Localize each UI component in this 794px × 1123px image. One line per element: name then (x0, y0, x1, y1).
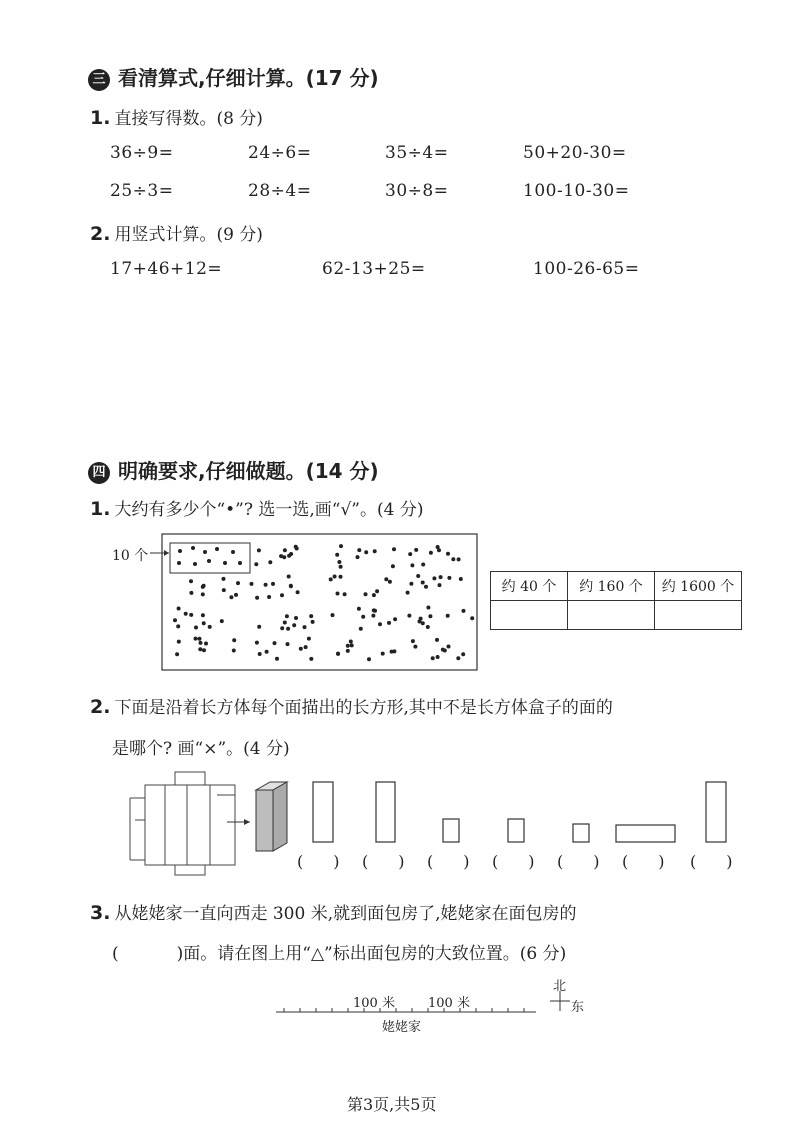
dot (289, 584, 293, 588)
dot (378, 622, 382, 626)
rect-option-1 (313, 782, 333, 842)
ten-dots-label: 10 个 (112, 548, 149, 564)
rect-option-5 (573, 824, 589, 842)
q3-1-eq-b1: 25÷3= (110, 181, 174, 201)
dot (336, 652, 340, 656)
dot (381, 652, 385, 656)
dot (435, 638, 439, 642)
dot (411, 639, 415, 643)
dot (198, 647, 202, 651)
dot (280, 593, 284, 597)
dot (271, 582, 275, 586)
box-net-figure (130, 772, 235, 875)
rect-option-2 (376, 782, 395, 842)
dot (292, 623, 296, 627)
dot (393, 617, 397, 621)
dot (283, 621, 287, 625)
q4-3-line2 (112, 939, 566, 964)
dot (202, 621, 206, 625)
section-3-title: 看清算式,仔细计算。(17 分) (118, 66, 379, 90)
q4-1-prompt (90, 495, 423, 520)
dot (372, 593, 376, 597)
dot (202, 584, 206, 588)
dot (177, 561, 181, 565)
dot (307, 637, 311, 641)
dot (250, 582, 254, 586)
dot (373, 549, 377, 553)
dot (198, 637, 202, 641)
q3-1-text: 直接写得数。(8 分) (114, 109, 263, 129)
dot (176, 624, 180, 628)
paren-open-2: ( (362, 852, 369, 871)
dot (267, 595, 271, 599)
dot (406, 591, 410, 595)
dot (201, 592, 205, 596)
answer-parens-1[interactable] (297, 852, 340, 871)
paren-close-3: ) (463, 852, 470, 871)
dot (309, 657, 313, 661)
paren-close-6: ) (658, 852, 665, 871)
dot (177, 640, 181, 644)
dot (432, 576, 436, 580)
q4-1-answer-table-wrap (490, 571, 742, 630)
dot (264, 583, 268, 587)
dot (229, 595, 233, 599)
dot (409, 582, 413, 586)
q4-1-number: 1. (90, 498, 111, 520)
dot (173, 618, 177, 622)
dot (286, 642, 290, 646)
dot (280, 626, 284, 630)
rect-option-6 (616, 825, 675, 842)
paren-open-3: ( (427, 852, 434, 871)
dot (339, 565, 343, 569)
answer-parens-7[interactable] (690, 852, 733, 871)
section-4-title: 明确要求,仔细做题。(14 分) (118, 459, 379, 483)
dot (304, 645, 308, 649)
dot (309, 614, 313, 618)
dot (257, 625, 261, 629)
dot (350, 643, 354, 647)
dot (201, 613, 205, 617)
dot (359, 627, 363, 631)
section-4-badge: 四 (88, 462, 110, 484)
dot (204, 642, 208, 646)
grandma-home-label: 姥姥家 (382, 1020, 422, 1035)
dot (296, 590, 300, 594)
dot (335, 553, 339, 557)
dot (287, 554, 291, 558)
dot (392, 547, 396, 551)
q3-1-number: 1. (90, 107, 111, 129)
dot (446, 552, 450, 556)
answer-parens-4[interactable] (492, 852, 535, 871)
east-label: 东 (571, 1000, 585, 1015)
dot (459, 577, 463, 581)
dot (189, 613, 193, 617)
q3-2-number: 2. (90, 223, 111, 245)
answer-parens-5[interactable] (557, 852, 600, 871)
dot (232, 638, 236, 642)
dot (234, 593, 238, 597)
q3-1-eq-a2: 24÷6= (248, 143, 312, 163)
answer-parens-3[interactable] (427, 852, 470, 871)
net-body (145, 785, 235, 865)
map-ticks (284, 1008, 524, 1012)
dot (364, 550, 368, 554)
dot (343, 592, 347, 596)
section-4-heading (88, 455, 379, 484)
dot (175, 652, 179, 656)
dot (178, 549, 182, 553)
dot (375, 589, 379, 593)
q3-2-eq-2: 62-13+25= (322, 259, 426, 279)
dot (447, 645, 451, 649)
dot (295, 547, 299, 551)
segment-label-2: 100 米 (428, 996, 470, 1011)
dot-field-frame (162, 534, 477, 670)
q4-3-line2-text: )面。请在图上用“△”标出面包房的大致位置。(6 分) (176, 944, 567, 964)
paren-close-2: ) (398, 852, 405, 871)
dot (255, 641, 259, 645)
q4-2-line2: 是哪个? 画“×”。(4 分) (112, 739, 290, 759)
dot (337, 560, 341, 564)
q3-1-eq-a3: 35÷4= (385, 143, 449, 163)
dot (446, 614, 450, 618)
dot (462, 609, 466, 613)
option-160: 约 160 个 (568, 572, 655, 601)
dot (421, 581, 425, 585)
dot (283, 548, 287, 552)
dot (207, 559, 211, 563)
dot (421, 563, 425, 567)
paren-open-1: ( (297, 852, 304, 871)
q3-2-prompt (90, 220, 263, 245)
dot (329, 577, 333, 581)
ten-dots-box (170, 543, 250, 573)
dot (391, 564, 395, 568)
dot (255, 596, 259, 600)
rect-option-7 (706, 782, 726, 842)
option-1600: 约 1600 个 (655, 572, 742, 601)
q4-2-number: 2. (90, 696, 111, 718)
dot (408, 552, 412, 556)
dot (189, 591, 193, 595)
answer-cell-160[interactable] (568, 601, 655, 630)
dot (208, 625, 212, 629)
dot (438, 583, 442, 587)
paren-close-4: ) (528, 852, 535, 871)
paren-close-7: ) (726, 852, 733, 871)
dot (392, 649, 396, 653)
option-40: 约 40 个 (491, 572, 568, 601)
dot (238, 561, 242, 565)
dot (199, 641, 203, 645)
dot (457, 557, 461, 561)
dot (336, 592, 340, 596)
dot (470, 616, 474, 620)
dot (339, 544, 343, 548)
dot (194, 637, 198, 641)
dot (346, 649, 350, 653)
q3-1-eq-a4: 50+20-30= (523, 143, 627, 163)
q4-2-line1: 下面是沿着长方体每个面描出的长方形,其中不是长方体盒子的面的 (114, 698, 613, 718)
dot (357, 607, 361, 611)
dot (388, 580, 392, 584)
paren-close-1: ) (333, 852, 340, 871)
q3-1-eq-a1: 36÷9= (110, 143, 174, 163)
dot (222, 577, 226, 581)
dot (436, 545, 440, 549)
q3-1-eq-b4: 100-10-30= (523, 181, 630, 201)
dot (273, 641, 277, 645)
dot (202, 648, 206, 652)
dot (407, 614, 411, 618)
answer-parens-2[interactable] (362, 852, 405, 871)
paren-open-5: ( (557, 852, 564, 871)
dot (451, 557, 455, 561)
dot (361, 615, 365, 619)
page-footer: 第3页,共5页 (347, 1095, 437, 1114)
dot (191, 546, 195, 550)
paren-close-5: ) (593, 852, 600, 871)
dot (299, 647, 303, 651)
dot (222, 588, 226, 592)
dot (285, 614, 289, 618)
dot (439, 575, 443, 579)
dot (426, 625, 430, 629)
section-3-heading (88, 62, 379, 91)
dot (367, 657, 371, 661)
paren-open-7: ( (690, 852, 697, 871)
answer-cell-1600[interactable] (655, 601, 742, 630)
dots-group (173, 544, 474, 661)
dot (428, 614, 432, 618)
dot (279, 554, 283, 558)
dot (258, 652, 262, 656)
rect-option-4 (508, 819, 524, 842)
dot (220, 619, 224, 623)
dot (441, 648, 445, 652)
q3-2-eq-1: 17+46+12= (110, 259, 223, 279)
dot (373, 609, 377, 613)
dot (223, 561, 227, 565)
q4-1-text: 大约有多少个“•”? 选一选,画“√”。(4 分) (114, 500, 424, 520)
dot (429, 551, 433, 555)
dot-field (145, 530, 485, 675)
dot (232, 649, 236, 653)
dot (184, 612, 188, 616)
dot (189, 579, 193, 583)
dot (431, 656, 435, 660)
dot (177, 607, 181, 611)
dot (257, 548, 261, 552)
dot (371, 614, 375, 618)
dot (286, 627, 290, 631)
dot (384, 577, 388, 581)
dot (215, 547, 219, 551)
dot (456, 656, 460, 660)
dot (410, 563, 414, 567)
dot (311, 620, 315, 624)
dot (331, 613, 335, 617)
dot (287, 575, 291, 579)
segment-label-1: 100 米 (353, 996, 395, 1011)
cuboid-figure (256, 782, 287, 851)
q3-2-eq-3: 100-26-65= (533, 259, 640, 279)
answer-parens-6[interactable] (622, 852, 665, 871)
q4-3-number: 3. (90, 902, 111, 924)
answer-cell-40[interactable] (491, 601, 568, 630)
dot (236, 581, 240, 585)
dot (265, 650, 269, 654)
dot (416, 574, 420, 578)
dot (426, 606, 430, 610)
dot (387, 621, 391, 625)
dot (461, 652, 465, 656)
dot (357, 548, 361, 552)
north-label: 北 (553, 979, 567, 994)
paren-open-4: ( (492, 852, 499, 871)
dot (421, 621, 425, 625)
q4-1-answer-table (490, 571, 742, 630)
paren-open-6: ( (622, 852, 629, 871)
q3-1-prompt (90, 104, 263, 129)
dot (447, 576, 451, 580)
dot (268, 560, 272, 564)
q4-2-prompt (90, 693, 613, 718)
dot (356, 555, 360, 559)
q3-1-eq-b2: 28÷4= (248, 181, 312, 201)
net-arrowhead (244, 819, 250, 825)
dot (413, 645, 417, 649)
dot (333, 575, 337, 579)
dot (294, 616, 298, 620)
q4-3-paren-open: ( (112, 944, 119, 964)
dot (424, 585, 428, 589)
ten-dots-arrowhead (164, 550, 169, 556)
dot (349, 640, 353, 644)
rect-option-3 (443, 819, 459, 842)
dot (346, 644, 350, 648)
q3-2-text: 用竖式计算。(9 分) (114, 225, 263, 245)
dot (254, 562, 258, 566)
q4-3-line1: 从姥姥家一直向西走 300 米,就到面包房了,姥姥家在面包房的 (114, 904, 577, 924)
dot (303, 625, 307, 629)
dot (194, 626, 198, 630)
dot (364, 592, 368, 596)
dot (414, 548, 418, 552)
q4-3-prompt (90, 899, 577, 924)
q3-1-eq-b3: 30÷8= (385, 181, 449, 201)
dot (231, 550, 235, 554)
dot (275, 657, 279, 661)
dot (339, 575, 343, 579)
dot (436, 655, 440, 659)
dot (203, 550, 207, 554)
section-3-badge: 三 (88, 69, 110, 91)
dot (193, 562, 197, 566)
